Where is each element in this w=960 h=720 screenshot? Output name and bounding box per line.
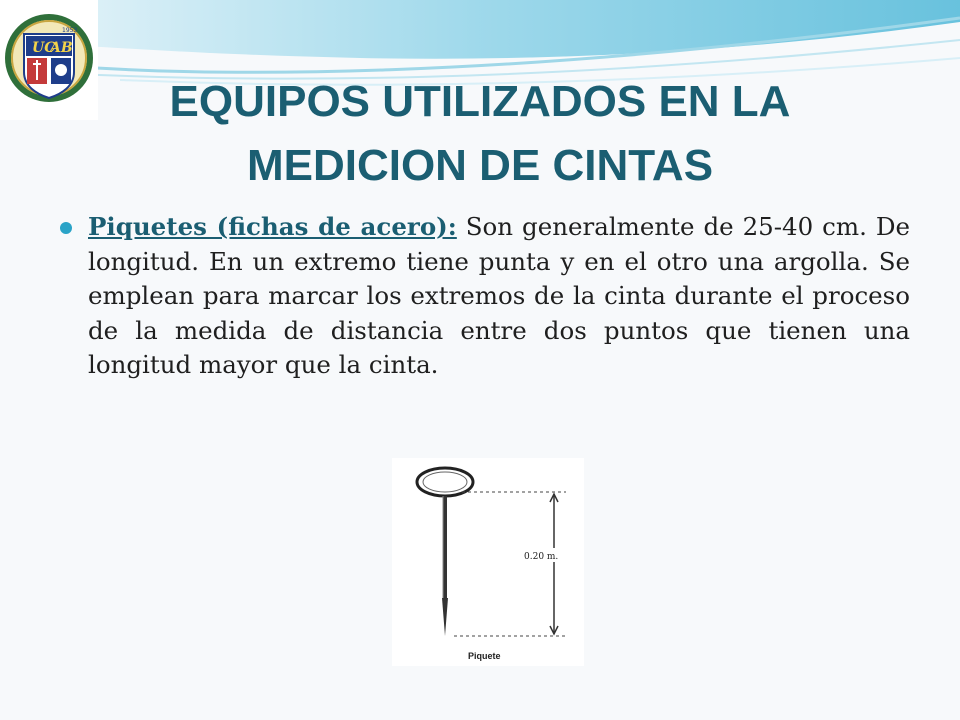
dimension-label: 0.20 m. [524,552,559,562]
slide-title-line-1: EQUIPOS UTILIZADOS EN LA [169,77,791,126]
slide-title-line-2: MEDICION DE CINTAS [246,141,714,190]
bullet-body: Son generalmente de 25-40 cm. De longitud. En un extremo tiene punta y en el otro una argolla. Se emplean para marcar los extremos de la cinta durante el proceso de la medida de distancia entre dos puntos que tienen una longitud mayor que la cinta. [88,212,910,379]
svg-text:AB: AB [50,40,73,56]
steel-pin-icon [392,458,584,666]
svg-text:UC: UC [32,40,56,56]
slide-title [60,70,900,198]
bullet-marker [60,222,72,234]
bullet-term: Piquetes (fichas de acero): [88,212,457,241]
bullet-item [60,210,910,383]
pin-figure [392,458,584,666]
svg-text:1953: 1953 [62,27,78,34]
figure-caption: Piquete [468,651,501,661]
bullet-paragraph [88,210,910,383]
